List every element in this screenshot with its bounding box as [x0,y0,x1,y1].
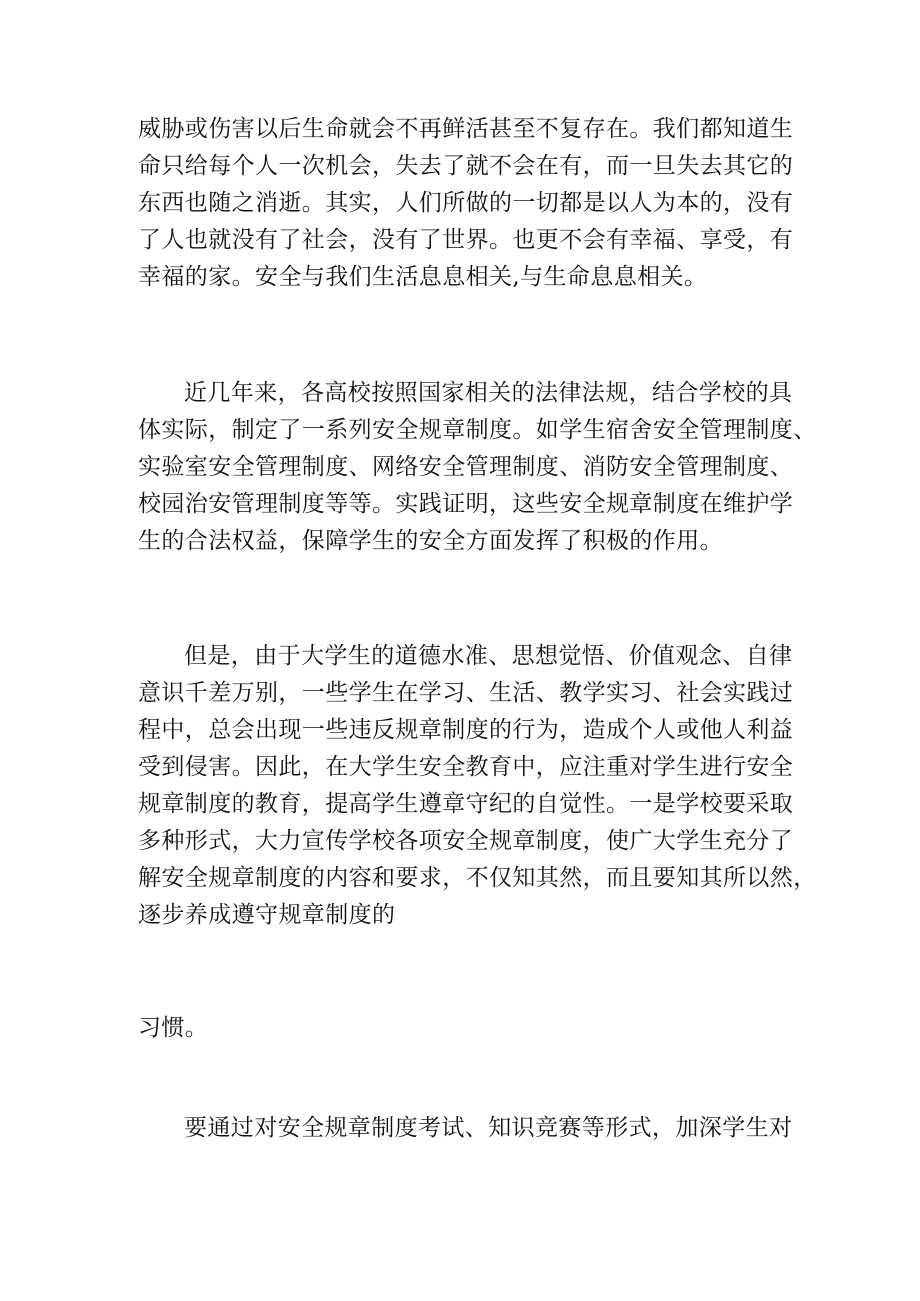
text-line: 命只给每个人一次机会，失去了就不会在有，而一旦失去其它的 [138,153,794,179]
text-line: 体实际，制定了一系列安全规章制度。如学生宿舍安全管理制度、 [138,417,817,443]
text-line: 意识千差万别，一些学生在学习、生活、教学实习、社会实践过 [138,680,794,706]
text-line: 校园治安管理制度等等。实践证明，这些安全规章制度在维护学 [138,491,794,517]
text-line: 解安全规章制度的内容和要求，不仅知其然，而且要知其所以然， [138,865,817,891]
text-line: 了人也就没有了社会，没有了世界。也更不会有幸福、享受，有 [138,227,794,253]
text-line: 幸福的家。安全与我们生活息息相关,与生命息息相关。 [138,264,708,290]
paragraph-1 [138,111,798,296]
paragraph-5 [138,1110,798,1147]
text-line: 要通过对安全规章制度考试、知识竞赛等形式，加深学生对 [184,1115,793,1141]
text-line: 受到侵害。因此，在大学生安全教育中，应注重对学生进行安全 [138,754,794,780]
text-line: 但是，由于大学生的道德水准、思想觉悟、价值观念、自律 [184,643,793,669]
text-line: 多种形式，大力宣传学校各项安全规章制度，使广大学生充分了 [138,828,794,854]
text-line: 习惯。 [138,1015,209,1041]
text-line: 东西也随之消逝。其实，人们所做的一切都是以人为本的，没有 [138,190,794,216]
text-line: 实验室安全管理制度、网络安全管理制度、消防安全管理制度、 [138,454,794,480]
paragraph-3 [138,638,817,934]
text-line: 程中，总会出现一些违反规章制度的行为，造成个人或他人利益 [138,717,794,743]
text-line: 威胁或伤害以后生命就会不再鲜活甚至不复存在。我们都知道生 [138,116,794,142]
text-line: 逐步养成遵守规章制度的 [138,902,396,928]
paragraph-4 [138,1010,798,1047]
paragraph-2 [138,375,817,560]
text-line: 生的合法权益，保障学生的安全方面发挥了积极的作用。 [138,528,723,554]
text-line: 规章制度的教育，提高学生遵章守纪的自觉性。一是学校要采取 [138,791,794,817]
text-line: 近几年来，各高校按照国家相关的法律法规，结合学校的具 [184,380,793,406]
